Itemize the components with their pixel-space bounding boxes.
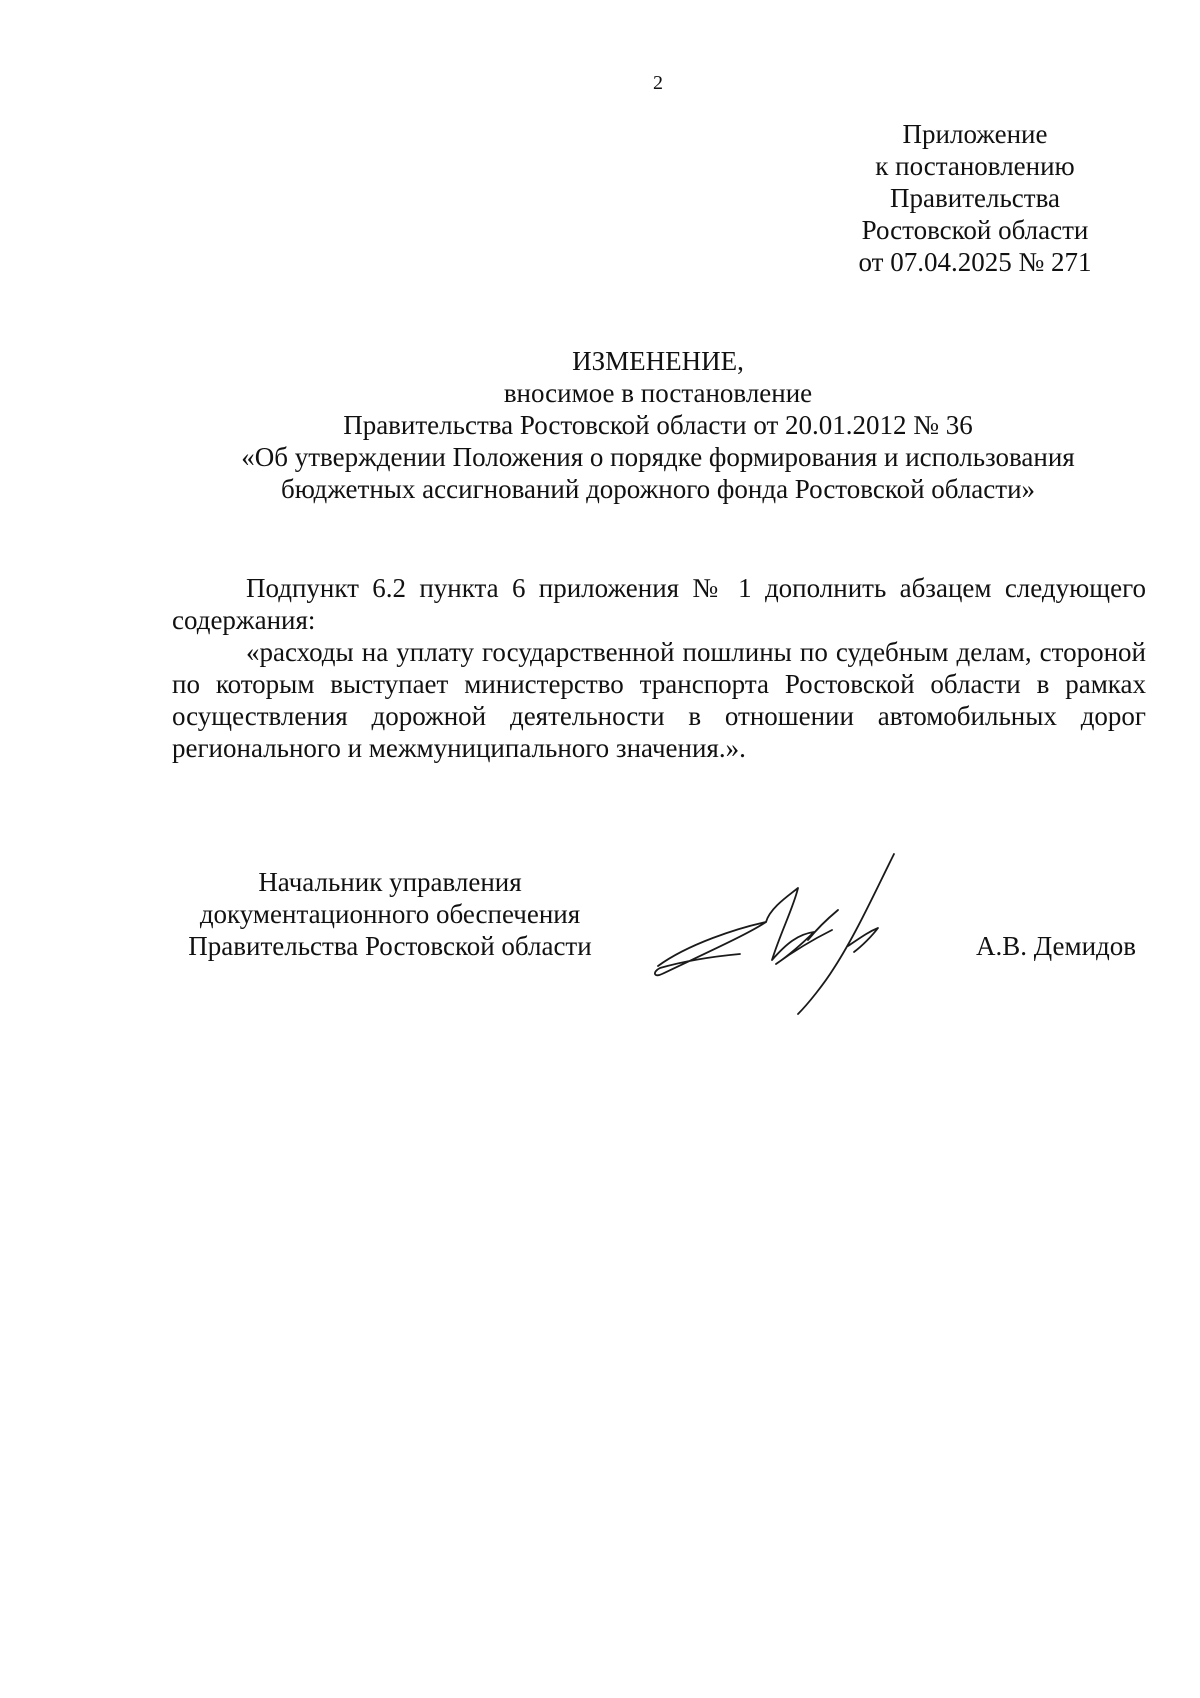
signer-position-line: документационного обеспечения bbox=[199, 899, 581, 929]
signer-position-line: Начальник управления bbox=[258, 867, 522, 897]
heading-line: «Об утверждении Положения о порядке формирования и использования bbox=[241, 442, 1075, 472]
appendix-line: к постановлению bbox=[875, 151, 1075, 181]
heading-line: вносимое в постановление bbox=[503, 378, 813, 408]
appendix-line: Правительства bbox=[890, 183, 1060, 213]
heading-title: ИЗМЕНЕНИЕ, bbox=[572, 346, 744, 376]
body-text bbox=[172, 572, 1146, 764]
handwritten-signature bbox=[648, 848, 928, 1018]
signer-name: А.В. Демидов bbox=[976, 931, 1137, 961]
appendix-line: Приложение bbox=[902, 119, 1048, 149]
signer-position-line: Правительства Ростовской области bbox=[188, 931, 592, 961]
body-paragraph: Подпункт 6.2 пункта 6 приложения № 1 дополнить абзацем следующего содержания: bbox=[172, 573, 1146, 635]
appendix-line: Ростовской области bbox=[861, 215, 1089, 245]
appendix-block bbox=[850, 118, 1100, 278]
appendix-line: от 07.04.2025 № 271 bbox=[858, 247, 1092, 277]
heading-line: Правительства Ростовской области от 20.01.2012 № 36 bbox=[343, 410, 973, 440]
body-paragraph: «расходы на уплату государственной пошлины по судебным делам, стороной по которым выступает министерство транспорта Ростовской области в рамках осуществления дорожной деятельности в отношении автомобильных дорог регионального и межмуниципального значения.». bbox=[172, 637, 1146, 763]
document-heading bbox=[150, 345, 1166, 505]
signer-position bbox=[170, 866, 610, 962]
page-number: 2 bbox=[653, 72, 663, 94]
heading-line: бюджетных ассигнований дорожного фонда Ростовской области» bbox=[280, 474, 1036, 504]
